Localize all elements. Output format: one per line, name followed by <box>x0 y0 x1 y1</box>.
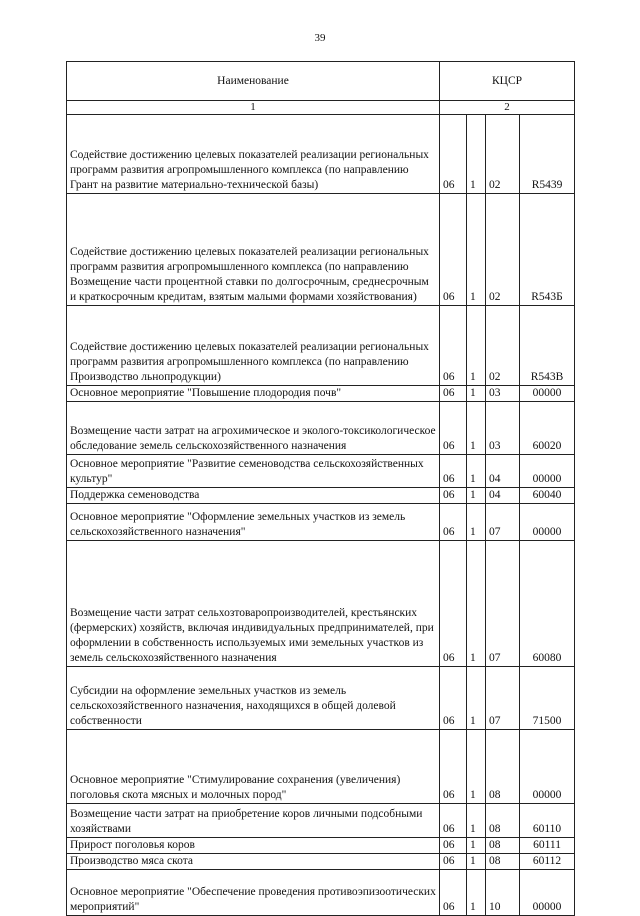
table-row <box>67 730 575 804</box>
table-column-numbers-row <box>67 101 575 115</box>
header-name: Наименование <box>67 62 440 101</box>
code-direction: 00000 <box>520 730 575 804</box>
code-program: 06 <box>440 488 467 504</box>
code-subprogram: 1 <box>467 854 486 870</box>
code-direction: R5439 <box>520 115 575 194</box>
code-program: 06 <box>440 115 467 194</box>
kcsr-table <box>66 61 575 916</box>
code-event: 02 <box>486 194 520 306</box>
code-event: 02 <box>486 306 520 386</box>
code-event: 08 <box>486 854 520 870</box>
table-row <box>67 854 575 870</box>
code-event: 03 <box>486 386 520 402</box>
code-subprogram: 1 <box>467 115 486 194</box>
table-row <box>67 838 575 854</box>
row-name: Основное мероприятие "Стимулирование сохранения (увеличения) поголовья скота мясных и молочных пород" <box>67 730 440 804</box>
column-number-2: 2 <box>440 101 575 115</box>
code-direction: 00000 <box>520 870 575 916</box>
code-event: 07 <box>486 667 520 730</box>
code-program: 06 <box>440 838 467 854</box>
column-number-1: 1 <box>67 101 440 115</box>
table-header-row <box>67 62 575 101</box>
row-name: Основное мероприятие "Повышение плодородия почв" <box>67 386 440 402</box>
code-program: 06 <box>440 504 467 541</box>
code-event: 07 <box>486 541 520 667</box>
code-subprogram: 1 <box>467 870 486 916</box>
code-direction: 00000 <box>520 386 575 402</box>
row-name: Прирост поголовья коров <box>67 838 440 854</box>
code-subprogram: 1 <box>467 667 486 730</box>
row-name: Поддержка семеноводства <box>67 488 440 504</box>
code-program: 06 <box>440 402 467 455</box>
code-direction: 60110 <box>520 804 575 838</box>
code-program: 06 <box>440 854 467 870</box>
row-name: Субсидии на оформление земельных участков из земель сельскохозяйственного назначения, находящихся в общей долевой собственности <box>67 667 440 730</box>
row-name: Содействие достижению целевых показателей реализации региональных программ развития агропромышленного комплекса (по направлению Возмещение части процентной ставки по долгосрочным, среднесрочным и краткосрочным кредитам, взятым малыми формами хозяйствования) <box>67 194 440 306</box>
row-name: Основное мероприятие "Развитие семеноводства сельскохозяйственных культур" <box>67 455 440 488</box>
code-direction: 60020 <box>520 402 575 455</box>
code-event: 08 <box>486 730 520 804</box>
table-row <box>67 541 575 667</box>
row-name: Основное мероприятие "Обеспечение проведения противоэпизоотических мероприятий" <box>67 870 440 916</box>
code-subprogram: 1 <box>467 504 486 541</box>
code-subprogram: 1 <box>467 838 486 854</box>
code-direction: R543Б <box>520 194 575 306</box>
code-program: 06 <box>440 730 467 804</box>
code-program: 06 <box>440 804 467 838</box>
code-event: 08 <box>486 804 520 838</box>
code-subprogram: 1 <box>467 306 486 386</box>
code-event: 04 <box>486 455 520 488</box>
code-program: 06 <box>440 306 467 386</box>
code-event: 10 <box>486 870 520 916</box>
table-row <box>67 306 575 386</box>
table-row <box>67 386 575 402</box>
code-event: 02 <box>486 115 520 194</box>
code-direction: 60112 <box>520 854 575 870</box>
code-program: 06 <box>440 667 467 730</box>
table-row <box>67 402 575 455</box>
row-name: Содействие достижению целевых показателей реализации региональных программ развития агропромышленного комплекса (по направлению Производство льнопродукции) <box>67 306 440 386</box>
table-row <box>67 804 575 838</box>
row-name: Содействие достижению целевых показателей реализации региональных программ развития агропромышленного комплекса (по направлению Грант на развитие материально-технической базы) <box>67 115 440 194</box>
table-row <box>67 504 575 541</box>
code-direction: 00000 <box>520 455 575 488</box>
page-number: 39 <box>314 32 326 44</box>
code-subprogram: 1 <box>467 541 486 667</box>
code-subprogram: 1 <box>467 455 486 488</box>
code-program: 06 <box>440 386 467 402</box>
code-direction: R543В <box>520 306 575 386</box>
table-row <box>67 194 575 306</box>
table-row <box>67 870 575 916</box>
code-event: 03 <box>486 402 520 455</box>
code-subprogram: 1 <box>467 730 486 804</box>
row-name: Производство мяса скота <box>67 854 440 870</box>
code-direction: 60040 <box>520 488 575 504</box>
table-row <box>67 667 575 730</box>
code-event: 08 <box>486 838 520 854</box>
code-subprogram: 1 <box>467 386 486 402</box>
table-row <box>67 455 575 488</box>
code-direction: 00000 <box>520 504 575 541</box>
code-event: 07 <box>486 504 520 541</box>
table-row <box>67 488 575 504</box>
code-subprogram: 1 <box>467 804 486 838</box>
row-name: Возмещение части затрат на агрохимическое и эколого-токсикологическое обследование земель сельскохозяйственного назначения <box>67 402 440 455</box>
code-subprogram: 1 <box>467 402 486 455</box>
header-code: КЦСР <box>440 62 575 101</box>
code-program: 06 <box>440 870 467 916</box>
row-name: Основное мероприятие "Оформление земельных участков из земель сельскохозяйственного назначения" <box>67 504 440 541</box>
row-name: Возмещение части затрат сельхозтоваропроизводителей, крестьянских (фермерских) хозяйств, включая индивидуальных предпринимателей, при оформлении в собственность используемых ими земельных участков из земель сельскохозяйственного назначения <box>67 541 440 667</box>
code-subprogram: 1 <box>467 488 486 504</box>
code-direction: 60080 <box>520 541 575 667</box>
code-program: 06 <box>440 194 467 306</box>
code-direction: 71500 <box>520 667 575 730</box>
code-event: 04 <box>486 488 520 504</box>
code-subprogram: 1 <box>467 194 486 306</box>
row-name: Возмещение части затрат на приобретение коров личными подсобными хозяйствами <box>67 804 440 838</box>
table-row <box>67 115 575 194</box>
code-program: 06 <box>440 455 467 488</box>
code-program: 06 <box>440 541 467 667</box>
code-direction: 60111 <box>520 838 575 854</box>
